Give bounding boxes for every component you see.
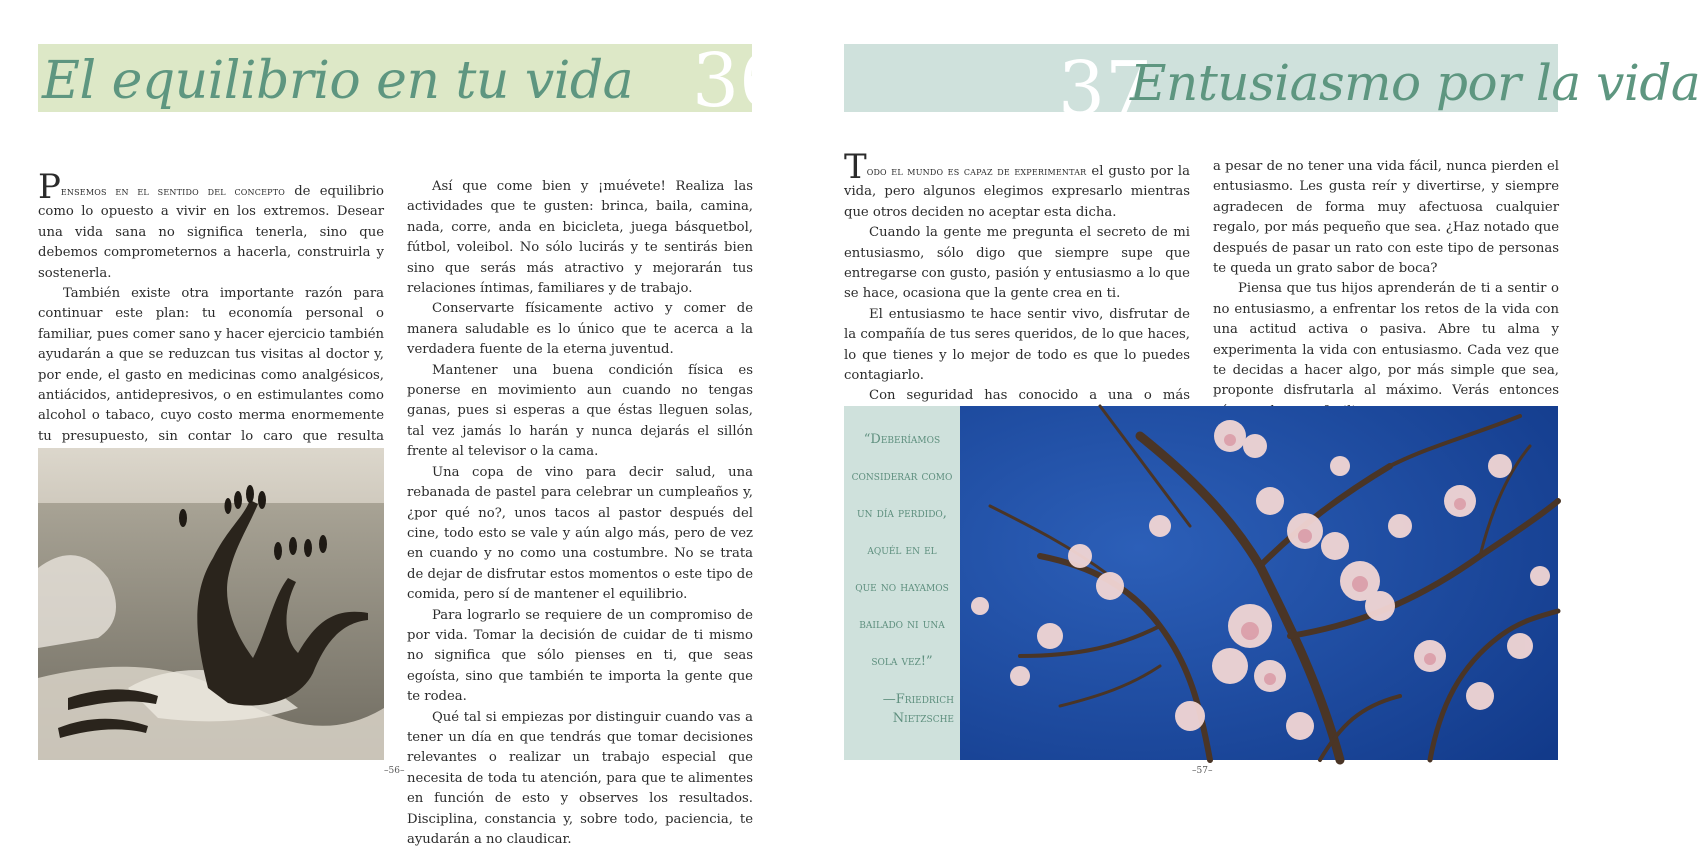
paragraph: El entusiasmo te hace sentir vivo, disfrutar de la compañía de tus seres queridos, de lo que haces, lo que tienes y lo mejor de todo es que lo puedes contagiarlo. xyxy=(844,306,1190,384)
photo-illustration xyxy=(38,448,384,760)
paragraph-text: de equilibrio como lo opuesto a vivir en los extremos. Desear una vida sana no significa tenerla, sino que debemos comprometernos a hacerla, construirla y sostenerla. xyxy=(38,184,384,281)
quote-line: considerar como xyxy=(851,469,953,484)
paragraph-text: el gusto por la vida, pero algunos elegimos expresarlo mientras que otros deciden no aceptar esta dicha. xyxy=(844,164,1190,220)
driftwood-pelicans-photo xyxy=(38,448,384,760)
text-column-2 xyxy=(407,177,753,850)
chapter-title: El equilibrio en tu vida xyxy=(42,51,634,111)
paragraph xyxy=(38,167,384,284)
chapter-number: 36 xyxy=(692,38,787,124)
lead-in: odo el mundo es capaz de experimentar xyxy=(866,165,1087,178)
left-page xyxy=(0,0,800,847)
paragraph: Así que come bien y ¡muévete! Realiza las actividades que te gusten: brinca, baila, camina, nada, corre, anda en bicicleta, juega básquetbol, fútbol, voleibol. No sólo lucirás y te sentirás bien sino que serás más atractivo y mejorarán tus relaciones íntimas, familiares y de trabajo. xyxy=(407,179,753,297)
quote-line: sola vez!” xyxy=(871,654,933,669)
paragraph: Qué tal si empiezas por distinguir cuando vas a tener un día en que tendrás que tomar decisiones relevantes o realizar un trabajo especial que necesita de toda tu atención, para que te alimentes en función de esto y observes los resultados. Disciplina, constancia y, sobre todo, paciencia, te ayudarán a no claudicar. xyxy=(407,709,753,847)
page-number: –56– xyxy=(384,766,405,776)
paragraph xyxy=(844,147,1190,223)
paragraph: También existe otra importante razón para continuar este plan: tu economía personal o familiar, pues comer sano y hacer ejercicio también ayudarán a que se reduzcan tus visitas al doctor y, por ende, el gasto en medicinas como analgésicos, antiácidos, antidepresivos, o en estimulantes como alcohol o tabaco, cuyo costo merma enormemente tu presupuesto, sin contar lo caro que resulta xyxy=(38,286,384,444)
quote-line: un día perdido, xyxy=(857,506,947,521)
quote-author: Nietzsche xyxy=(892,711,954,726)
paragraph: Para lograrlo se requiere de un compromiso de por vida. Tomar la decisión de cuidar de ti mismo no significa que sólo pienses en ti, que seas egoísta, sino que también te importa la gente que te rodea. xyxy=(407,607,753,705)
paragraph: Conservarte físicamente activo y comer de manera saludable es lo único que te acerca a la verdadera fuente de la eterna juventud. xyxy=(407,301,753,358)
blossom-tree-photo xyxy=(960,406,1558,760)
paragraph: Piensa que tus hijos aprenderán de ti a sentir o no entusiasmo, a enfrentar los retos de la vida con una actitud activa o pasiva. Abre tu alma y experimenta la vida con entusiasmo. Cada vez que te decidas a hacer algo, por más simple que sea, proponte disfrutarla al máximo. Verás entonces xyxy=(1213,281,1559,399)
text-column-1 xyxy=(38,167,384,468)
photo-illustration xyxy=(960,406,1558,760)
text-column-2 xyxy=(1213,157,1559,422)
pull-quote xyxy=(844,406,960,760)
quote-line: “Deberíamos xyxy=(863,432,941,447)
quote-line: bailado ni una xyxy=(859,617,945,632)
paragraph: Una copa de vino para decir salud, una rebanada de pastel para celebrar un cumpleaños y, ¿por qué no?, unos tacos al pastor después del cine, todo esto se vale y aún algo más, pero de vez en cuando y no como una costumbre. No se trata de dejar de disfrutar estos momentos o este tipo de comida, pero sí de mantener el equilibrio. xyxy=(407,464,753,603)
quote-author: —Friedrich xyxy=(882,692,954,707)
text-column-1 xyxy=(844,147,1190,427)
quote-line: que no hayamos xyxy=(855,580,949,595)
quote-line: aquél en el xyxy=(867,543,937,558)
paragraph: Con seguridad has conocido a una o más xyxy=(869,388,1190,404)
lead-in: ensemos en el sentido del concepto xyxy=(60,185,285,198)
right-page xyxy=(800,0,1700,800)
paragraph: a pesar de no tener una vida fácil, nunca pierden el entusiasmo. Les gusta reír y divertirse, y siempre agradecen de forma muy afectuosa cualquier regalo, por más pequeño que sea. ¿Haz notado que después de pasar un rato con este tipo de personas te queda un grato sabor de boca? xyxy=(1213,159,1559,277)
chapter-number: 37 xyxy=(1058,46,1153,132)
paragraph: Cuando la gente me pregunta el secreto de mi entusiasmo, sólo digo que siempre supe que entregarse con gusto, pasión y entusiasmo a lo que se hace, ocasiona que la gente crea en ti. xyxy=(844,225,1190,302)
drop-cap: T xyxy=(844,147,867,187)
page-number: –57– xyxy=(1192,766,1213,776)
chapter-title: Entusiasmo por la vida xyxy=(1130,54,1700,112)
paragraph: Mantener una buena condición física es ponerse en movimiento aun cuando no tengas ganas, pues si esperas a que éstas lleguen solas, tal vez jamás lo harán y nunca dejarás el sillón frente al televisor o la cama. xyxy=(407,362,753,460)
drop-cap: P xyxy=(38,167,61,207)
